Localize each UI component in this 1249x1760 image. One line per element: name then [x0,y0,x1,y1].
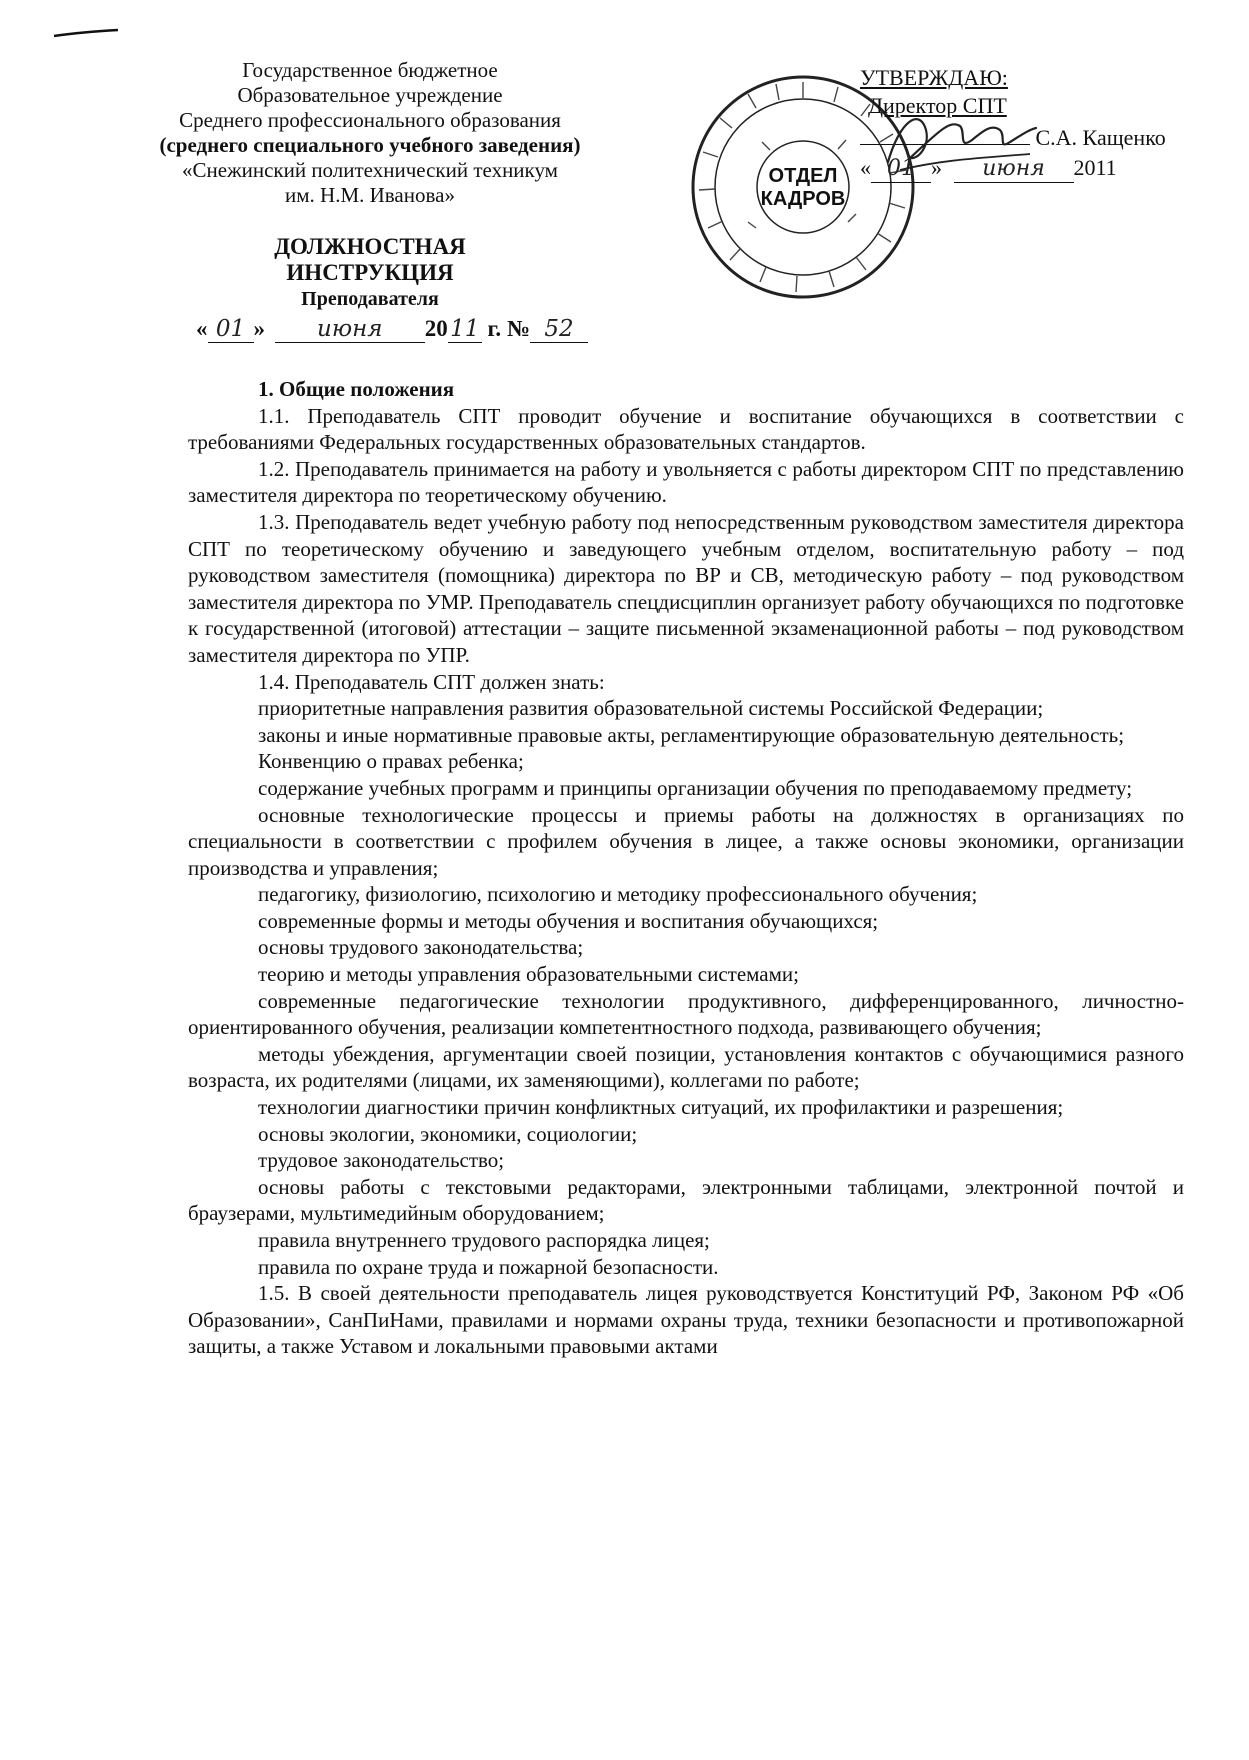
paragraph: 1.3. Преподаватель ведет учебную работу под непосредственным руководством заместителя директора СПТ по теоретическому обучению и заведующего учебным отделом, воспитательную работу – под руководством заместителя (помощника) директора по ВР и СВ, методическую работу – под руководством заместителя директора по УМР. Преподаватель спецдисциплин организует работу обучающихся по подготовке к государственной (итоговой) аттестации – защите письменной экзаменационной работы – под руководством заместителя директора по УПР. [188,509,1184,667]
document-title-line1: ДОЛЖНОСТНАЯ [274,234,466,259]
list-item: современные формы и методы обучения и воспитания обучающихся; [258,908,879,933]
paragraph: 1.1. Преподаватель СПТ проводит обучение и воспитание обучающихся в соответствии с требованиями Федеральных государственных образовательных стандартов. [188,403,1184,455]
document-number: 52 [530,316,588,343]
date-month: июня [275,316,425,343]
date-day: 01 [208,316,254,343]
list-item: трудовое законодательство; [258,1148,505,1173]
paragraph: 1.2. Преподаватель принимается на работу и увольняется с работы директором СПТ по представлению заместителя директора по теоретическому обучению. [188,456,1184,508]
date-quote-open: « [196,316,208,341]
paragraph: 1.5. В своей деятельности преподаватель лицея руководствуется Конституций РФ, Законом РФ «Об Образовании», СанПиНами, правилами и нормами охраны труда, техники безопасности и противопожарной защиты, а также Уставом и локальными правовыми актами [188,1281,1184,1359]
date-quote-close: » [253,316,265,341]
document-title [235,234,505,286]
document-title-line2: ИНСТРУКЦИЯ [286,260,454,285]
approval-role: Директор СПТ [868,93,1007,118]
date-year-suffix: 11 [448,316,482,343]
list-item: технологии диагностики причин конфликтных ситуаций, их профилактики и разрешения; [258,1095,1064,1120]
approval-year: 2011 [1073,155,1117,180]
org-line: Государственное бюджетное [242,58,498,82]
approval-date-open: « [860,155,871,180]
document-date [196,316,588,343]
list-item: основы экологии, экономики, социологии; [258,1121,638,1146]
list-item: основы работы с текстовыми редакторами, электронными таблицами, электронной почтой и браузерами, мультимедийным оборудованием; [188,1174,1184,1226]
list-item: Конвенцию о правах ребенка; [258,749,524,774]
org-line: «Снежинский политехнический техникум [182,158,558,182]
date-year-prefix: 20 [424,316,448,341]
org-line: им. Н.М. Иванова» [285,183,455,207]
approval-title: УТВЕРЖДАЮ: [860,65,1008,90]
approval-name: С.А. Кащенко [1035,125,1166,150]
document-body [188,376,1184,1360]
org-line: Образовательное учреждение [237,83,503,107]
approval-month: июня [954,155,1074,183]
section-heading: 1. Общие положения [258,377,455,401]
list-item: правила внутреннего трудового распорядка лицея; [258,1228,710,1252]
approval-date-close: » [931,155,942,180]
approval-day: 01 [871,155,931,183]
list-item: законы и иные нормативные правовые акты, регламентирующие образовательную деятельность; [258,722,1125,747]
list-item: основы трудового законодательства; [258,935,584,960]
list-item: современные педагогические технологии продуктивного, дифференцированного, личностно-ориентированного обучения, реализации компетентностного подхода, развивающего обучения; [188,988,1184,1040]
organization-header [120,58,620,208]
list-item: методы убеждения, аргументации своей позиции, установления контактов с обучающимися разного возраста, их родителями (лицами, их заменяющими), коллегами по работе; [188,1041,1184,1093]
org-line: (среднего специального учебного заведения) [159,133,581,157]
stamp-center-line2: КАДРОВ [760,188,846,210]
handwritten-signature [880,100,1040,180]
scan-artifact-mark [52,26,122,42]
document-subtitle: Преподавателя [301,288,439,310]
list-item: основные технологические процессы и приемы работы на должностях в организациях по специальности в соответствии с профилем обучения в лицее, а также основы экономики, организации производства и управления; [188,802,1184,880]
list-item: педагогику, физиологию, психологию и методику профессионального обучения; [258,882,978,907]
paragraph: 1.4. Преподаватель СПТ должен знать: [258,669,605,694]
list-item: содержание учебных программ и принципы организации обучения по преподаваемому предмету; [258,775,1133,800]
list-item: приоритетные направления развития образовательной системы Российской Федерации; [258,696,1044,721]
list-item: теорию и методы управления образовательными системами; [258,962,799,987]
list-item: правила по охране труда и пожарной безопасности. [258,1254,719,1279]
stamp-center-line1: ОТДЕЛ [768,165,838,187]
document-number-label: г. № [487,316,530,341]
org-line: Среднего профессионального образования [179,108,561,132]
